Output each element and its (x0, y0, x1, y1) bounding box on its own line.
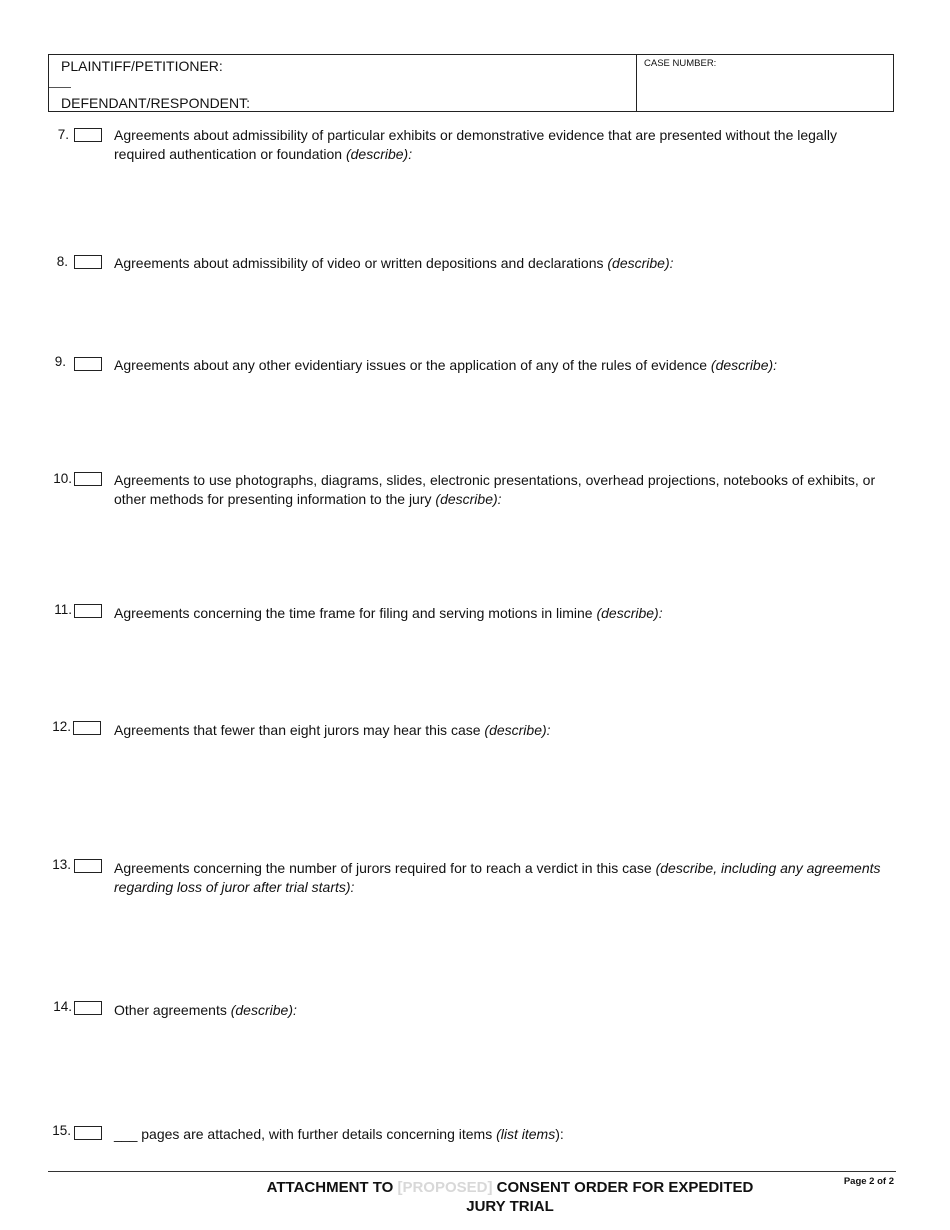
footer-divider (48, 1171, 896, 1172)
item-text: ___ pages are attached, with further details concerning items (list items): (114, 1126, 564, 1142)
item-text: Agreements concerning the number of jurors required for to reach a verdict in this case (describe, including any agreements regarding loss of juror after trial starts): (114, 860, 881, 895)
plaintiff-label: PLAINTIFF/PETITIONER: (61, 58, 223, 74)
item-checkbox[interactable] (74, 128, 102, 142)
party-names-cell (49, 55, 637, 111)
item-checkbox[interactable] (74, 357, 102, 371)
item-text: Agreements about admissibility of particular exhibits or demonstrative evidence that are presented without the legally required authentication or foundation (describe): (114, 127, 837, 162)
page-number: Page 2 of 2 (843, 1176, 894, 1187)
item-checkbox[interactable] (74, 859, 102, 873)
item-checkbox[interactable] (74, 472, 102, 486)
item-text: Agreements about any other evidentiary issues or the application of any of the rules of evidence (describe): (114, 357, 778, 373)
item-checkbox[interactable] (74, 604, 102, 618)
defendant-label: DEFENDANT/RESPONDENT: (61, 95, 251, 111)
form-title-line2: JURY TRIAL (466, 1198, 554, 1215)
item-checkbox[interactable] (74, 1126, 102, 1140)
divider-tick (49, 87, 71, 88)
item-text: Other agreements (describe): (114, 1002, 297, 1018)
item-number: 8. (56, 254, 68, 269)
item-checkbox[interactable] (74, 1001, 102, 1015)
item-checkbox[interactable] (73, 721, 101, 735)
form-title: ATTACHMENT TO [PROPOSED] CONSENT ORDER FOR EXPEDITED JURY TRIAL (266, 1179, 754, 1215)
item-number: 11. (54, 602, 72, 617)
item-number: 10. (53, 471, 72, 486)
item-text: Agreements that fewer than eight jurors may hear this case (describe): (114, 722, 551, 738)
item-text: Agreements concerning the time frame for filing and serving motions in limine (describe): (114, 605, 663, 621)
item-number: 12. (52, 719, 71, 734)
item-text: Agreements about admissibility of video or written depositions and declarations (describe): (114, 255, 674, 271)
item-number: 13. (52, 857, 71, 872)
item-checkbox[interactable] (74, 255, 102, 269)
caption-header (48, 54, 894, 112)
item-number: 9. (54, 354, 66, 369)
form-title-ghost: [PROPOSED] (397, 1179, 493, 1196)
item-text: Agreements to use photographs, diagrams, slides, electronic presentations, overhead projections, notebooks of exhibits, or other methods for presenting information to the jury (describe): (114, 472, 876, 507)
case-number-label: CASE NUMBER: (644, 58, 717, 69)
item-number: 14. (53, 999, 72, 1014)
item-number: 7. (57, 127, 69, 142)
item-number: 15. (52, 1123, 71, 1138)
